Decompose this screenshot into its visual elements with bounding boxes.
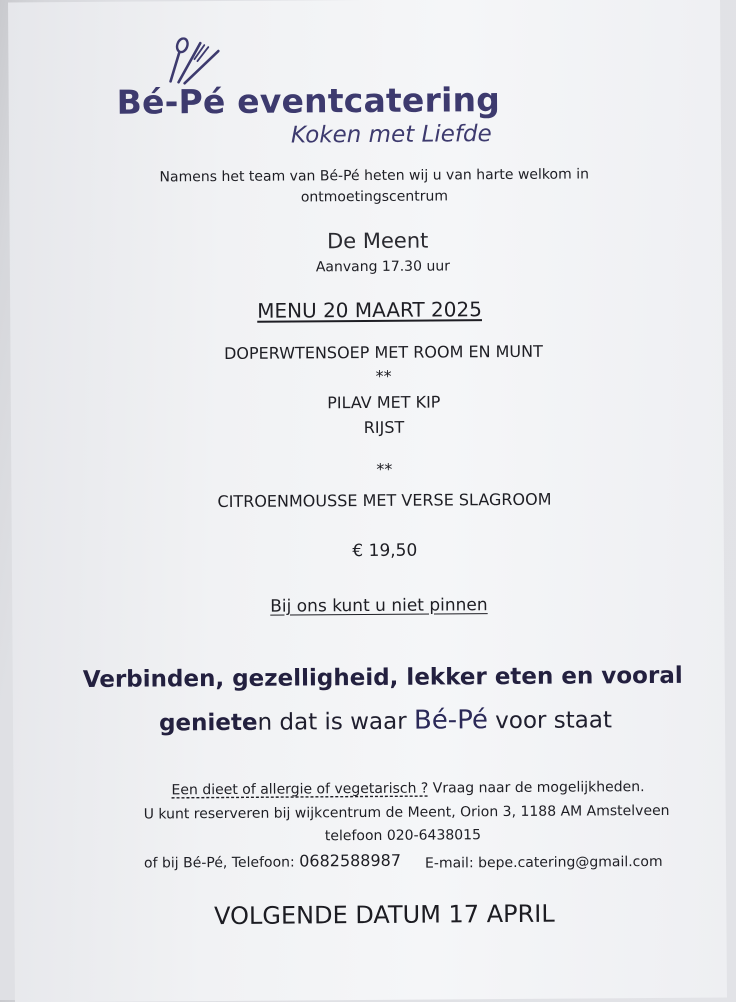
brand-tagline: Koken met Liefde [290,121,492,149]
reservation-info: U kunt reserveren bij wijkcentrum de Meent, Orion 3, 1188 AM Amstelveen [143,802,670,823]
menu-side-dish: RIJST [363,417,405,438]
contact-phone: 0682588987 [299,850,402,871]
slogan-brand: Bé-Pé [413,705,488,736]
centre-phone: telefoon 020-6438015 [324,827,482,845]
slogan-bold-word: geniete [158,709,258,737]
diet-note [171,780,644,797]
slogan-line-2 [159,706,612,735]
slogan-text-b: voor staat [487,707,613,735]
menu-title: MENU 20 MAART 2025 [257,297,482,323]
start-time: Aanvang 17.30 uur [315,258,450,276]
contact-email: E-mail: bepe.catering@gmail.com [424,853,663,872]
menu-dessert: CITROENMOUSSE MET VERSE SLAGROOM [217,489,552,512]
menu-main-dish: PILAV MET KIP [327,392,441,413]
course-separator: ** [375,366,392,386]
next-date: VOLGENDE DATUM 17 APRIL [213,899,555,931]
payment-note: Bij ons kunt u niet pinnen [270,595,488,617]
menu-starter: DOPERWTENSOEP MET ROOM EN MUNT [223,341,543,363]
slogan-text-a: n dat is waar [257,708,415,736]
cutlery-icon [160,37,222,85]
welcome-text [9,163,736,210]
menu-price: € 19,50 [352,540,418,562]
diet-answer: Vraag naar de mogelijkheden. [428,779,645,797]
diet-question: Een dieet of allergie of vegetarisch ? [171,780,429,799]
welcome-line-2: ontmoetingscentrum [300,188,448,206]
slogan-line-1: Verbinden, gezelligheid, lekker eten en vooral [82,662,683,693]
venue-name: De Meent [326,228,429,254]
brand-name: Bé-Pé eventcatering [116,80,501,122]
contact-line [143,850,402,872]
course-separator: ** [376,459,393,479]
welcome-line-1: Namens het team van Bé-Pé heten wij u van harte welkom in [159,166,589,186]
contact-label: of bij Bé-Pé, Telefoon: [143,854,300,872]
menu-sheet [8,0,727,1002]
